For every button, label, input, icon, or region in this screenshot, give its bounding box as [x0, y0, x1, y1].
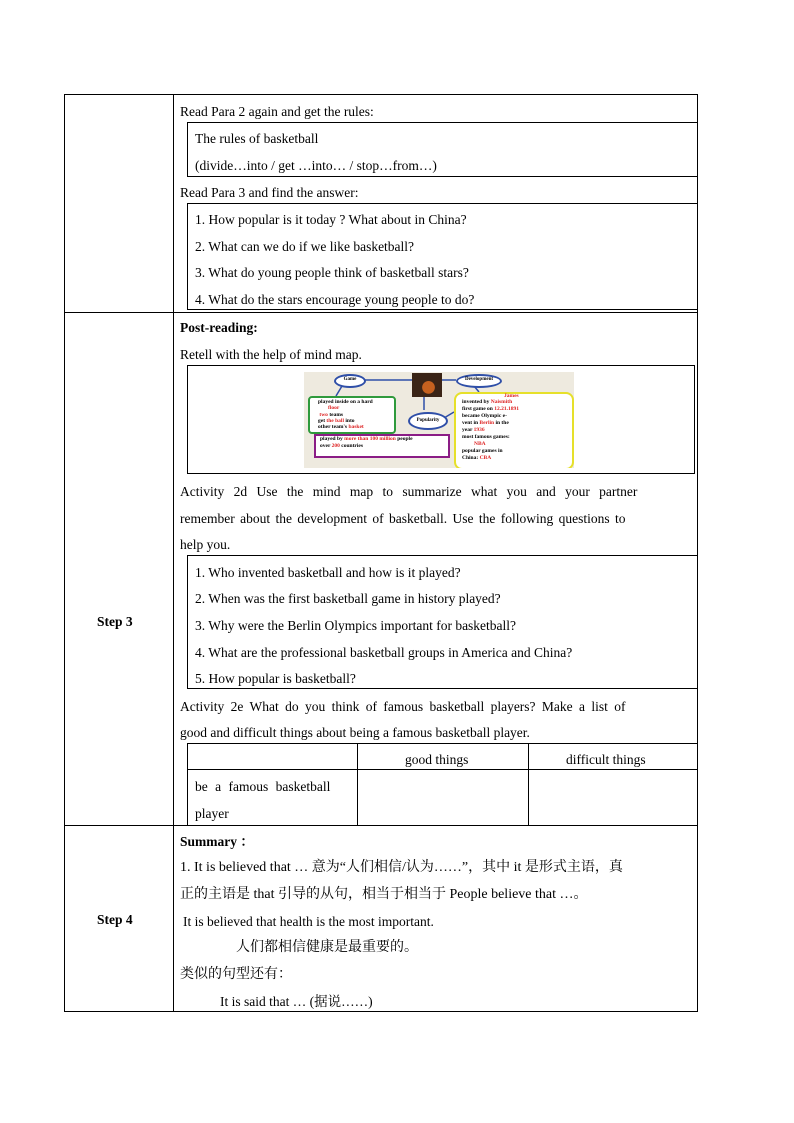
row-divider-1	[64, 312, 698, 313]
example-translation: 人们都相信健康是最重要的。	[236, 940, 418, 955]
activity-2d-line3: help you.	[180, 537, 231, 552]
question-item: 1. Who invented basketball and how is it played?	[195, 565, 461, 580]
table-border-left	[64, 94, 65, 1012]
development-answer: James	[504, 393, 519, 399]
rules-phrases: (divide…into / get …into… / stop…from…)	[195, 158, 437, 173]
game-detail-line: played inside on a hard	[318, 399, 373, 405]
question-item: 4. What are the professional basketball groups in America and China?	[195, 645, 573, 660]
activity-2d-line2: remember about the development of basketball. Use the following questions to	[180, 511, 626, 526]
development-detail-line: popular games in	[462, 448, 503, 454]
table-row-label: player	[195, 806, 229, 821]
summary-line: 1. It is believed that … 意为“人们相信/认为……”，其中 it 是形式主语，真	[180, 860, 623, 875]
things-table-col-divider	[528, 743, 529, 826]
development-detail-line: year 1936	[462, 427, 485, 433]
mind-map-image	[304, 372, 574, 468]
pattern-example: It is said that … (据说……)	[220, 994, 373, 1009]
things-table-row-divider	[187, 769, 698, 770]
reading-instruction-para2: Read Para 2 again and get the rules:	[180, 104, 374, 119]
retell-instruction: Retell with the help of mind map.	[180, 347, 362, 362]
table-border-bottom	[64, 1011, 698, 1012]
question-item: 3. Why were the Berlin Olympics important for basketball?	[195, 618, 517, 633]
activity-2d-line1: Activity 2d Use the mind map to summarize what you and your partner	[180, 484, 638, 499]
development-detail-line: became Olympic e-	[462, 413, 507, 419]
summary-line: 正的主语是 that 引导的从句，相当于相当于 People believe that …。	[180, 887, 588, 902]
activity-2e-line2: good and difficult things about being a famous basketball player.	[180, 725, 530, 740]
step-label: Step 3	[97, 614, 133, 629]
development-detail-line: vent in Berlin in the	[462, 420, 509, 426]
popularity-detail-line: over 200 countries	[320, 443, 363, 449]
table-header-difficult: difficult things	[566, 752, 646, 767]
basketball-photo	[412, 373, 442, 397]
table-header-good: good things	[405, 752, 469, 767]
section-heading: Post-reading:	[180, 320, 258, 335]
development-detail-line: invented by Naismith	[462, 399, 513, 405]
summary-heading: Summary ：	[180, 834, 254, 849]
question-item: 2. What can we do if we like basketball?	[195, 239, 415, 254]
game-node: Game	[334, 374, 366, 388]
development-detail-line: most famous games:	[462, 434, 510, 440]
step-label: Step 4	[97, 912, 133, 927]
things-table-col-divider	[357, 743, 358, 826]
similar-patterns: 类似的句型还有：	[180, 967, 292, 982]
game-detail-line: two teams	[319, 412, 344, 418]
question-item: 5. How popular is basketball?	[195, 671, 356, 686]
development-detail-line: first game on 12.21.1891	[462, 406, 519, 412]
development-answer: NBA	[474, 441, 486, 447]
question-item: 4. What do the stars encourage young people to do?	[195, 292, 475, 307]
question-item: 2. When was the first basketball game in history played?	[195, 591, 501, 606]
example-sentence: It is believed that health is the most important.	[183, 914, 434, 929]
question-item: 3. What do young people think of basketball stars?	[195, 265, 469, 280]
game-detail-line: other team's basket	[318, 424, 364, 430]
development-detail-line: China: CBA	[462, 455, 492, 461]
popularity-detail-line: played by more than 100 million people	[320, 436, 413, 442]
question-item: 1. How popular is it today ? What about in China?	[195, 212, 467, 227]
reading-instruction-para3: Read Para 3 and find the answer:	[180, 185, 359, 200]
column-divider	[173, 94, 174, 1012]
activity-2e-line1: Activity 2e What do you think of famous basketball players? Make a list of	[180, 699, 626, 714]
game-detail-answer: floor	[328, 405, 340, 411]
table-row-label: be a famous basketball	[195, 779, 331, 794]
development-node: Development	[456, 374, 502, 388]
table-border-top	[64, 94, 698, 95]
game-detail-line: get the ball into	[318, 418, 355, 424]
rules-title: The rules of basketball	[195, 131, 319, 146]
popularity-node: Popularity	[408, 412, 448, 430]
